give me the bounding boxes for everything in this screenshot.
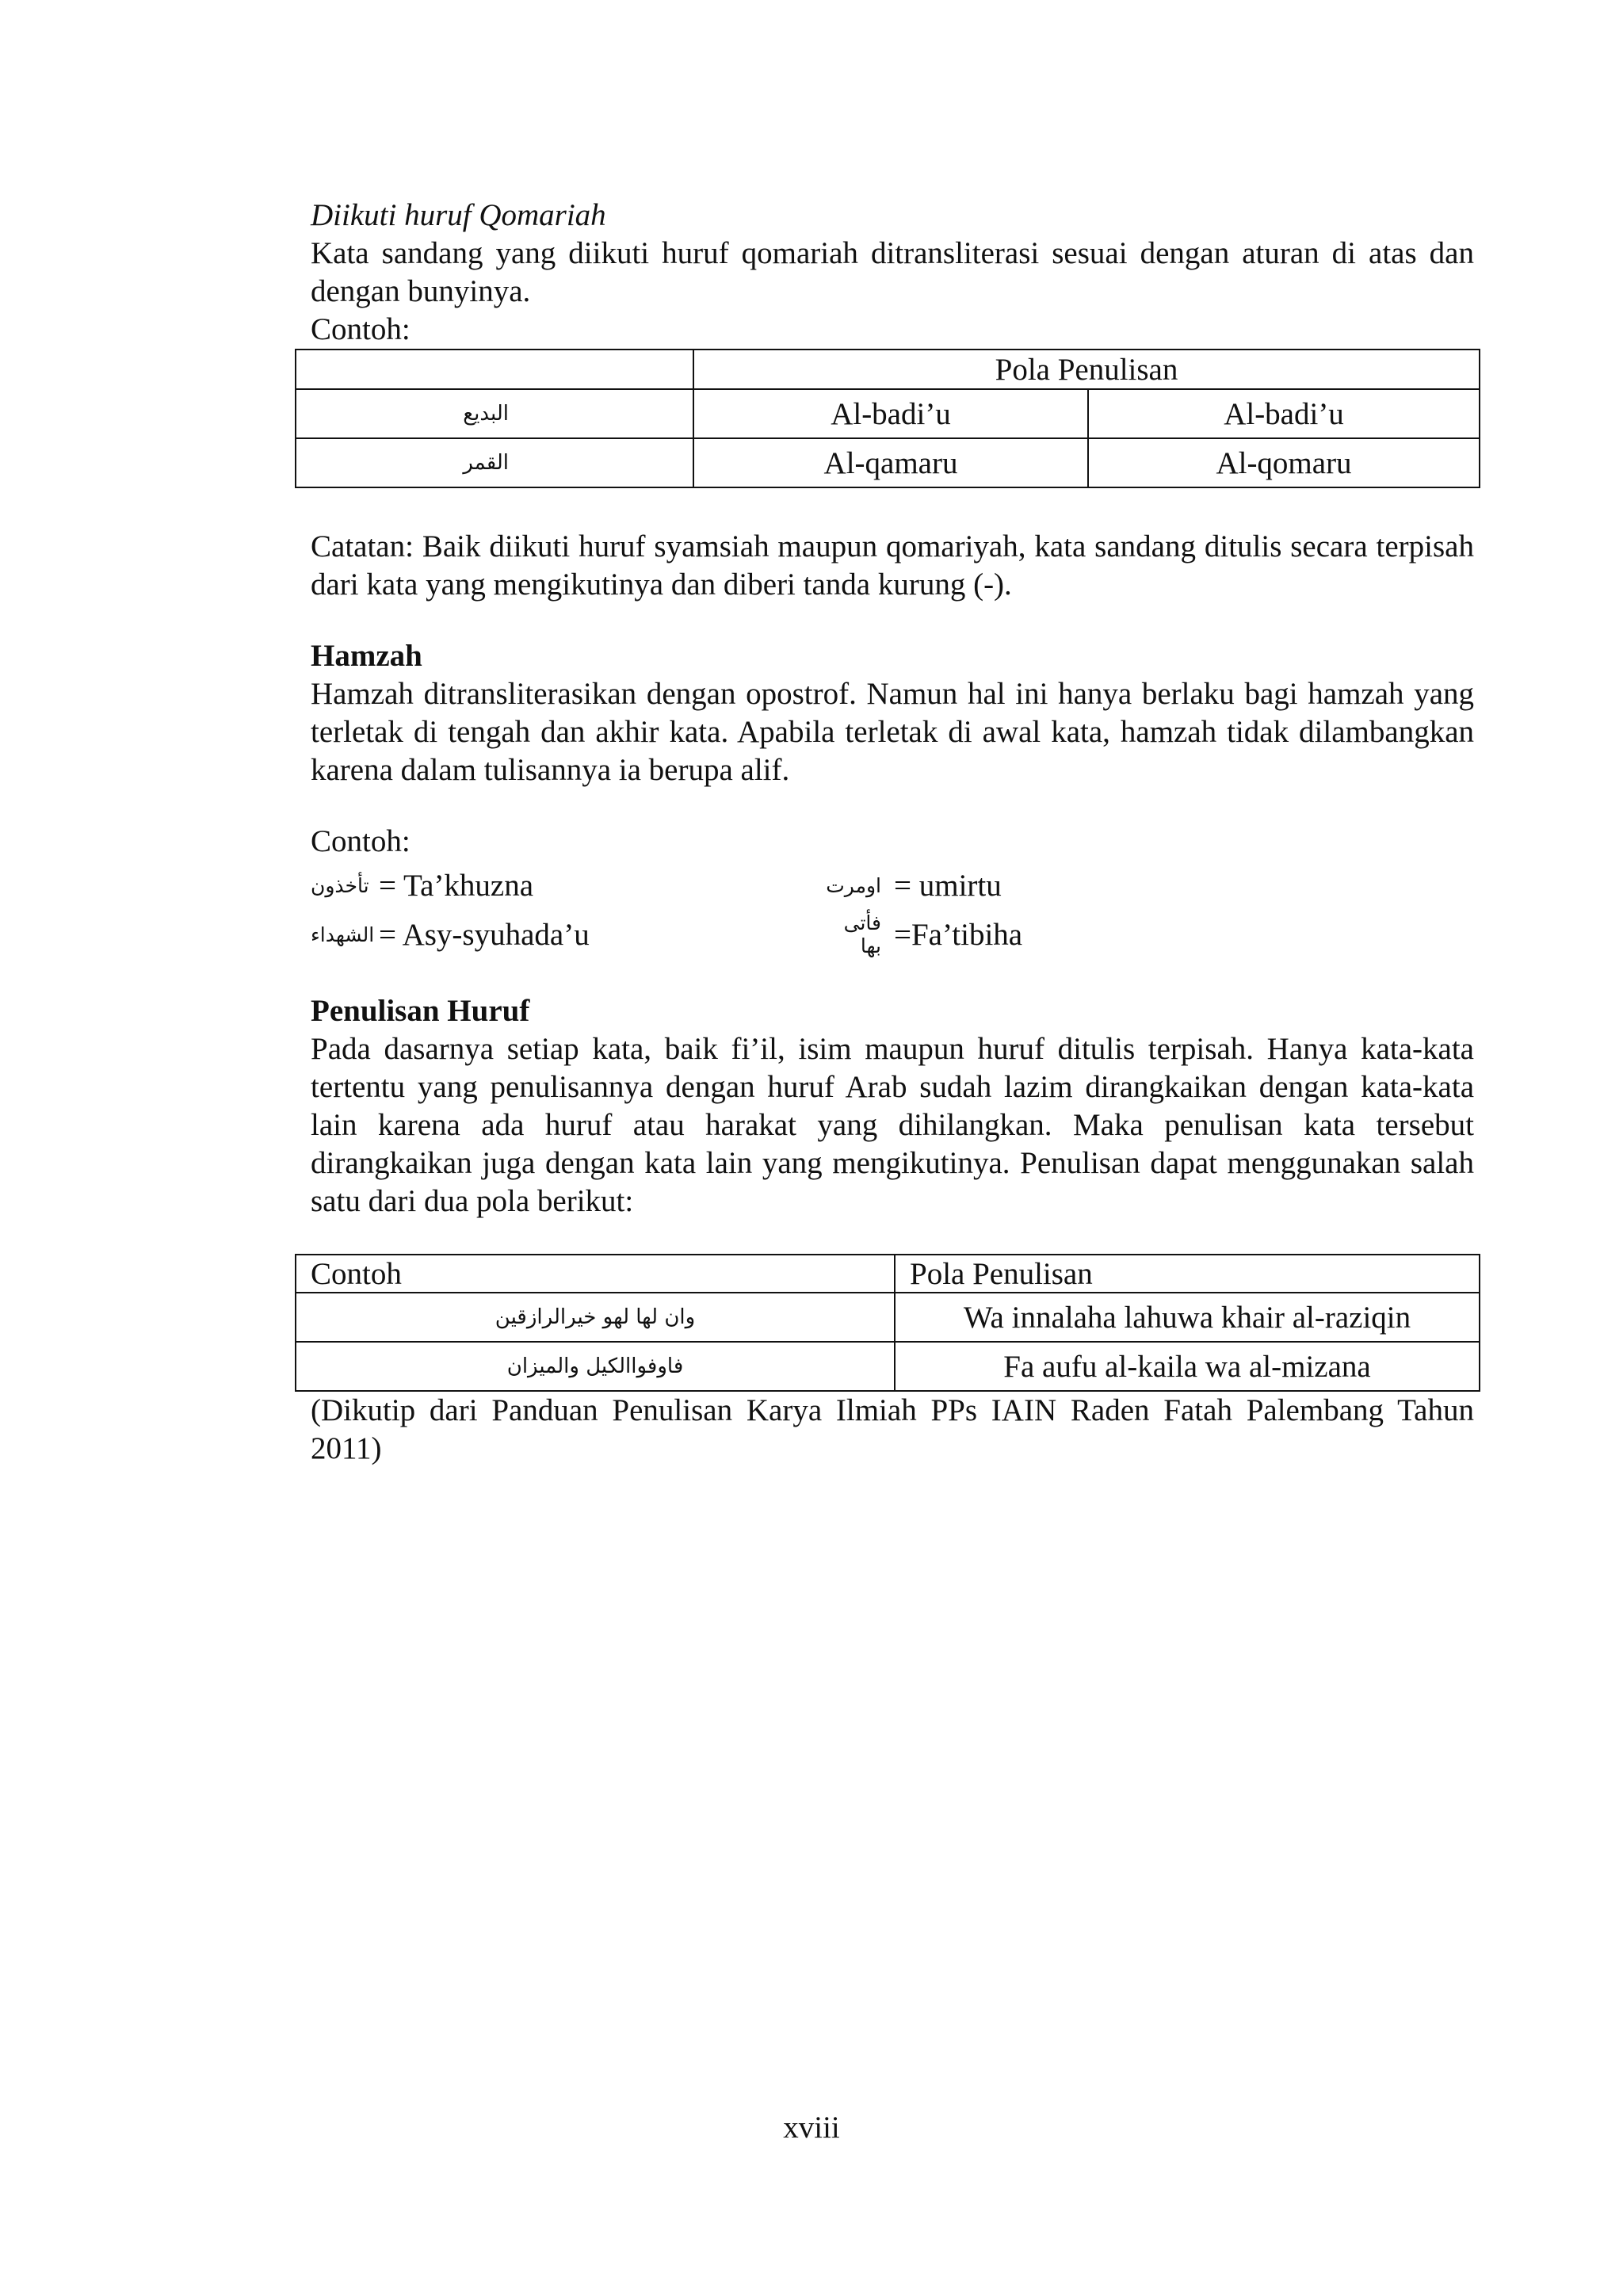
hamzah-example-row bbox=[311, 910, 1474, 959]
page-body bbox=[311, 197, 1474, 1468]
table-cell-empty bbox=[296, 350, 693, 389]
arabic-cell: وان لها لهو خيرالرازقين bbox=[296, 1293, 895, 1342]
table-row bbox=[296, 1255, 1480, 1293]
latin-cell: Al-qamaru bbox=[693, 438, 1088, 487]
latin-word: = umirtu bbox=[894, 868, 1002, 903]
hamzah-heading: Hamzah bbox=[311, 639, 422, 673]
latin-cell: Fa aufu al-kaila wa al-mizana bbox=[895, 1342, 1480, 1391]
latin-word: =Fa’tibiha bbox=[894, 917, 1023, 952]
latin-word: = Ta’khuzna bbox=[379, 868, 534, 903]
source-citation: (Dikutip dari Panduan Penulisan Karya Ilmiah PPs IAIN Raden Fatah Palembang Tahun 2011) bbox=[311, 1393, 1474, 1465]
table-header-pola: Pola Penulisan bbox=[693, 350, 1480, 389]
penulisan-paragraph: Pada dasarnya setiap kata, baik fi’il, isim maupun huruf ditulis terpisah. Hanya kata-kata tertentu yang penulisannya dengan huruf Arab sudah lazim dirangkaikan dengan kata-kata lain karena ada huruf atau harakat yang dihilangkan. Maka penulisan kata tersebut dirangkaikan juga dengan kata lain yang mengikutinya. Penulisan dapat menggunakan salah satu dari dua pola berikut: bbox=[311, 1032, 1474, 1218]
arabic-word: فأتى بها bbox=[843, 911, 881, 957]
table-row bbox=[296, 1293, 1480, 1342]
arabic-cell: البديع bbox=[296, 389, 693, 438]
latin-cell: Al-badi’u bbox=[1088, 389, 1480, 438]
arabic-word: الشهداء bbox=[311, 923, 375, 946]
qomariah-paragraph: Kata sandang yang diikuti huruf qomariah ditransliterasi sesuai dengan aturan di atas dan dengan bunyinya. bbox=[311, 236, 1474, 308]
page-number: xviii bbox=[783, 2111, 840, 2145]
table-row bbox=[296, 438, 1480, 487]
qomariah-contoh-label: Contoh: bbox=[311, 312, 411, 346]
penulisan-table bbox=[295, 1254, 1480, 1392]
arabic-word: تأخذون bbox=[311, 873, 369, 897]
latin-cell: Al-qomaru bbox=[1088, 438, 1480, 487]
penulisan-heading: Penulisan Huruf bbox=[311, 994, 530, 1028]
hamzah-paragraph: Hamzah ditransliterasikan dengan opostrof. Namun hal ini hanya berlaku bagi hamzah yang terletak di tengah dan akhir kata. Apabila terletak di awal kata, hamzah tidak dilambangkan karena dalam tulisannya ia berupa alif. bbox=[311, 677, 1474, 787]
table-row bbox=[296, 1342, 1480, 1391]
catatan-paragraph: Catatan: Baik diikuti huruf syamsiah maupun qomariyah, kata sandang ditulis secara terpisah dari kata yang mengikutinya dan diberi tanda kurung (-). bbox=[311, 529, 1474, 602]
table-row bbox=[296, 389, 1480, 438]
table-header-pola: Pola Penulisan bbox=[895, 1255, 1480, 1293]
latin-cell: Al-badi’u bbox=[693, 389, 1088, 438]
hamzah-example-row bbox=[311, 861, 1474, 910]
arabic-word: اومرت bbox=[826, 873, 881, 897]
arabic-cell: القمر bbox=[296, 438, 693, 487]
qomariah-table bbox=[295, 349, 1480, 488]
table-row bbox=[296, 350, 1480, 389]
table-header-contoh: Contoh bbox=[296, 1255, 895, 1293]
hamzah-contoh-label: Contoh: bbox=[311, 824, 411, 858]
qomariah-heading: Diikuti huruf Qomariah bbox=[311, 198, 606, 232]
latin-word: = Asy-syuhada’u bbox=[379, 917, 590, 952]
arabic-cell: فاوفواالكيل والميزان bbox=[296, 1342, 895, 1391]
latin-cell: Wa innalaha lahuwa khair al-raziqin bbox=[895, 1293, 1480, 1342]
